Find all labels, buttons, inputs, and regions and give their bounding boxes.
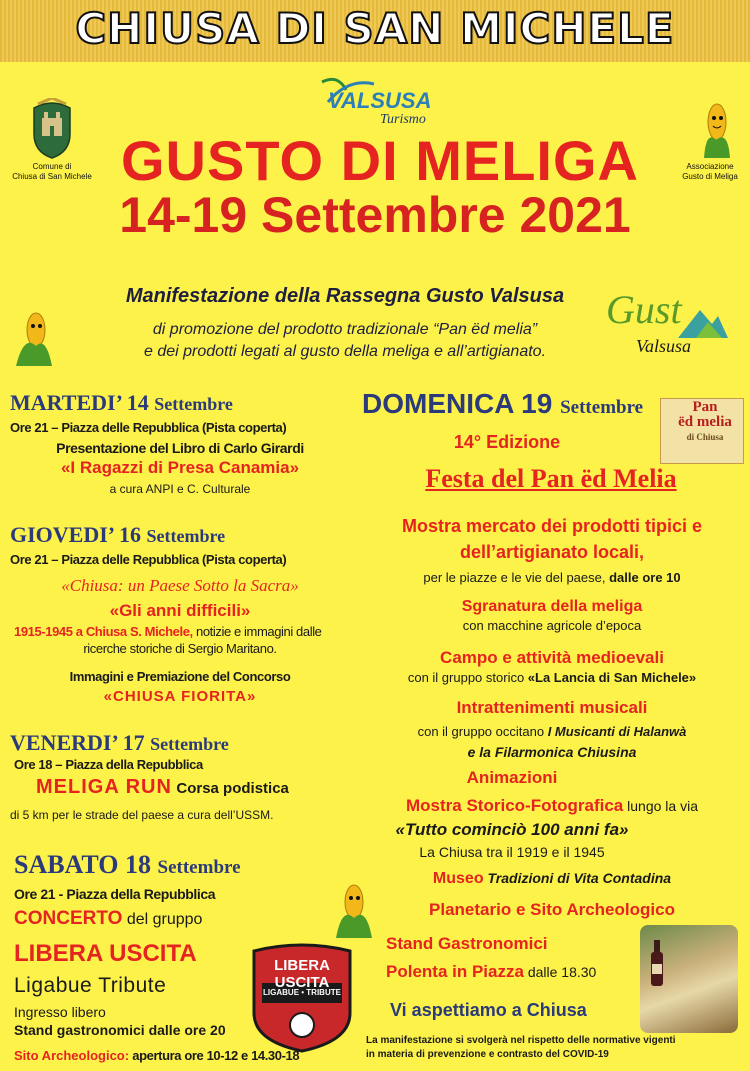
pan-logo-line2: ëd melia bbox=[678, 414, 732, 430]
venerdi-month: Settembre bbox=[150, 734, 229, 754]
venerdi-heading bbox=[10, 730, 229, 756]
giovedi-title: «Gli anni difficili» bbox=[109, 601, 251, 620]
venerdi-corsa: Corsa podistica bbox=[176, 780, 289, 797]
domenica-mostra3-text: per le piazze e le vie del paese, bbox=[423, 570, 610, 585]
giovedi-heading bbox=[10, 522, 225, 548]
event-dates: 14-19 Settembre 2021 bbox=[119, 187, 631, 243]
domenica-intratt-sub-text: con il gruppo occitano bbox=[417, 724, 548, 739]
domenica-campo-sub-text: con il gruppo storico bbox=[407, 670, 528, 685]
assoc-caption bbox=[672, 162, 748, 182]
domenica-mostra2: dell’artigianato locali, bbox=[459, 542, 645, 562]
corn-mascot-left-icon bbox=[14, 310, 54, 371]
giovedi-time: Ore 21 – Piazza delle Repubblica (Pista coperta) bbox=[10, 552, 287, 567]
giovedi-desc bbox=[14, 624, 354, 639]
domenica-sgranatura-sub: con macchine agricole d’epoca bbox=[462, 618, 642, 633]
assoc-caption-line2: Gusto di Meliga bbox=[682, 172, 738, 181]
domenica-storico-via: lungo la via bbox=[623, 798, 698, 814]
sabato-sito-label: Sito Archeologico: bbox=[14, 1048, 130, 1063]
domenica-museo: Museo bbox=[432, 870, 484, 887]
intro-line2: di promozione del prodotto tradizionale “Pan ëd melia” bbox=[152, 321, 538, 338]
sabato-concerto-line bbox=[14, 908, 202, 930]
domenica-museo-line bbox=[362, 870, 742, 888]
intro-line3: e dei prodotti legati al gusto della meliga e all’artigianato. bbox=[143, 343, 547, 360]
domenica-note1: La manifestazione si svolgerà nel rispetto delle normative vigenti bbox=[366, 1035, 676, 1046]
domenica-tutto: «Tutto cominciò 100 anni fa» bbox=[395, 820, 629, 839]
comune-crest-icon bbox=[28, 98, 76, 160]
domenica-vi-aspettiamo: Vi aspettiamo a Chiusa bbox=[390, 1000, 587, 1020]
sabato-heading bbox=[14, 850, 241, 880]
domenica-stand: Stand Gastronomici bbox=[386, 934, 548, 953]
domenica-museo-italic: Tradizioni di Vita Contadina bbox=[483, 870, 672, 886]
domenica-storico: Mostra Storico-Fotografica bbox=[406, 796, 624, 815]
domenica-intratt-sub2: e la Filarmonica Chiusina bbox=[467, 744, 637, 760]
martedi-day: MARTEDI’ 14 bbox=[10, 390, 149, 415]
domenica-animazioni: Animazioni bbox=[466, 768, 558, 787]
giovedi-desc1: notizie e immagini dalle bbox=[192, 624, 322, 639]
main-title: GUSTO DI MELIGA bbox=[121, 129, 639, 192]
badge-sub: LIGABUE • TRIBUTE bbox=[263, 988, 341, 997]
valsusa-logo bbox=[318, 76, 448, 132]
domenica-polenta-time: dalle 18.30 bbox=[523, 964, 597, 980]
domenica-heading bbox=[362, 388, 643, 420]
venerdi-time: Ore 18 – Piazza della Repubblica bbox=[14, 757, 203, 772]
sabato-day: SABATO 18 bbox=[14, 850, 152, 879]
sabato-ingresso: Ingresso libero bbox=[14, 1004, 106, 1020]
domenica-campo-sub-bold: «La Lancia di San Michele» bbox=[527, 670, 697, 685]
badge-title: LIBERA USCITA bbox=[274, 957, 330, 991]
comune-caption-line1: Comune di bbox=[32, 162, 72, 171]
venerdi-day: VENERDI’ 17 bbox=[10, 730, 145, 755]
giovedi-years: 1915-1945 a Chiusa S. Michele, bbox=[14, 624, 193, 639]
domenica-month: Settembre bbox=[560, 397, 644, 418]
domenica-mostra1: Mostra mercato dei prodotti tipici e bbox=[401, 516, 703, 536]
domenica-storico-line bbox=[362, 796, 742, 816]
gusto-logo-text: Gust bbox=[606, 287, 682, 332]
giovedi-month: Settembre bbox=[146, 526, 226, 546]
domenica-campo: Campo e attività medioevali bbox=[440, 648, 664, 667]
domenica-day: DOMENICA 19 bbox=[362, 388, 553, 419]
giovedi-fiorita: «CHIUSA FIORITA» bbox=[103, 688, 257, 705]
martedi-line1: Presentazione del Libro di Carlo Girardi bbox=[56, 440, 304, 456]
giovedi-quote: «Chiusa: un Paese Sotto la Sacra» bbox=[61, 576, 299, 595]
domenica-sgranatura: Sgranatura della meliga bbox=[461, 598, 643, 615]
wine-bottle-icon bbox=[650, 940, 664, 991]
giovedi-desc2: ricerche storiche di Sergio Maritano. bbox=[83, 641, 277, 656]
domenica-festa: Festa del Pan ëd Melia bbox=[425, 464, 677, 493]
header-title: CHIUSA DI SAN MICHELE bbox=[75, 4, 675, 53]
intro-line1: Manifestazione della Rassegna Gusto Valsusa bbox=[125, 285, 565, 307]
comune-caption-line2: Chiusa di San Michele bbox=[12, 172, 92, 181]
libera-uscita-badge bbox=[250, 943, 354, 1053]
domenica-polenta-line bbox=[386, 962, 596, 982]
domenica-intratt-sub bbox=[362, 724, 742, 739]
pan-logo-line3: di Chiusa bbox=[686, 432, 724, 442]
domenica-intratt-sub-italic: I Musicanti di Halanwà bbox=[547, 724, 687, 739]
domenica-edizione: 14° Edizione bbox=[453, 432, 561, 452]
venerdi-run: MELIGA RUN bbox=[36, 776, 172, 798]
gusto-valsusa-logo bbox=[606, 282, 736, 362]
domenica-campo-sub bbox=[362, 670, 742, 685]
domenica-mostra3 bbox=[362, 570, 742, 585]
domenica-note2: in materia di prevenzione e contrasto del COVID-19 bbox=[366, 1049, 609, 1060]
martedi-month: Settembre bbox=[154, 394, 233, 414]
pan-logo-line1: Pan bbox=[692, 399, 718, 415]
sabato-stand: Stand gastronomici dalle ore 20 bbox=[14, 1022, 226, 1038]
sabato-sito-text: apertura ore 10-12 e 14.30-18 bbox=[129, 1048, 300, 1063]
gusto-logo-sub: Valsusa bbox=[636, 336, 692, 356]
pan-logo-text bbox=[670, 400, 740, 445]
giovedi-concorso: Immagini e Premiazione del Concorso bbox=[69, 669, 291, 684]
sabato-tribute: Ligabue Tribute bbox=[14, 974, 167, 997]
domenica-mostra3-time: dalle ore 10 bbox=[609, 570, 681, 585]
sabato-gruppo: del gruppo bbox=[122, 911, 203, 928]
assoc-caption-line1: Associazione bbox=[686, 162, 734, 171]
venerdi-desc: di 5 km per le strade del paese a cura dell’USSM. bbox=[10, 808, 274, 822]
corn-mascot-icon bbox=[700, 100, 734, 163]
domenica-intratt: Intrattenimenti musicali bbox=[456, 698, 648, 717]
sabato-concerto: CONCERTO bbox=[14, 908, 123, 929]
domenica-chiusa-tra: La Chiusa tra il 1919 e il 1945 bbox=[419, 844, 605, 860]
domenica-planetario: Planetario e Sito Archeologico bbox=[429, 900, 675, 919]
mountain-icon bbox=[678, 304, 728, 340]
turismo-text: Turismo bbox=[380, 112, 426, 127]
giovedi-day: GIOVEDI’ 16 bbox=[10, 522, 141, 547]
venerdi-run-line bbox=[36, 776, 289, 799]
martedi-heading bbox=[10, 390, 233, 416]
domenica-polenta: Polenta in Piazza bbox=[386, 962, 524, 981]
martedi-cura: a cura ANPI e C. Culturale bbox=[109, 482, 251, 496]
valsusa-text: VALSUSA bbox=[328, 88, 432, 113]
sabato-month: Settembre bbox=[157, 857, 241, 878]
martedi-book: «I Ragazzi di Presa Canamia» bbox=[60, 458, 300, 477]
martedi-time: Ore 21 – Piazza delle Repubblica (Pista coperta) bbox=[10, 420, 287, 435]
sabato-band: LIBERA USCITA bbox=[14, 940, 197, 967]
sabato-time: Ore 21 - Piazza della Repubblica bbox=[14, 886, 216, 902]
